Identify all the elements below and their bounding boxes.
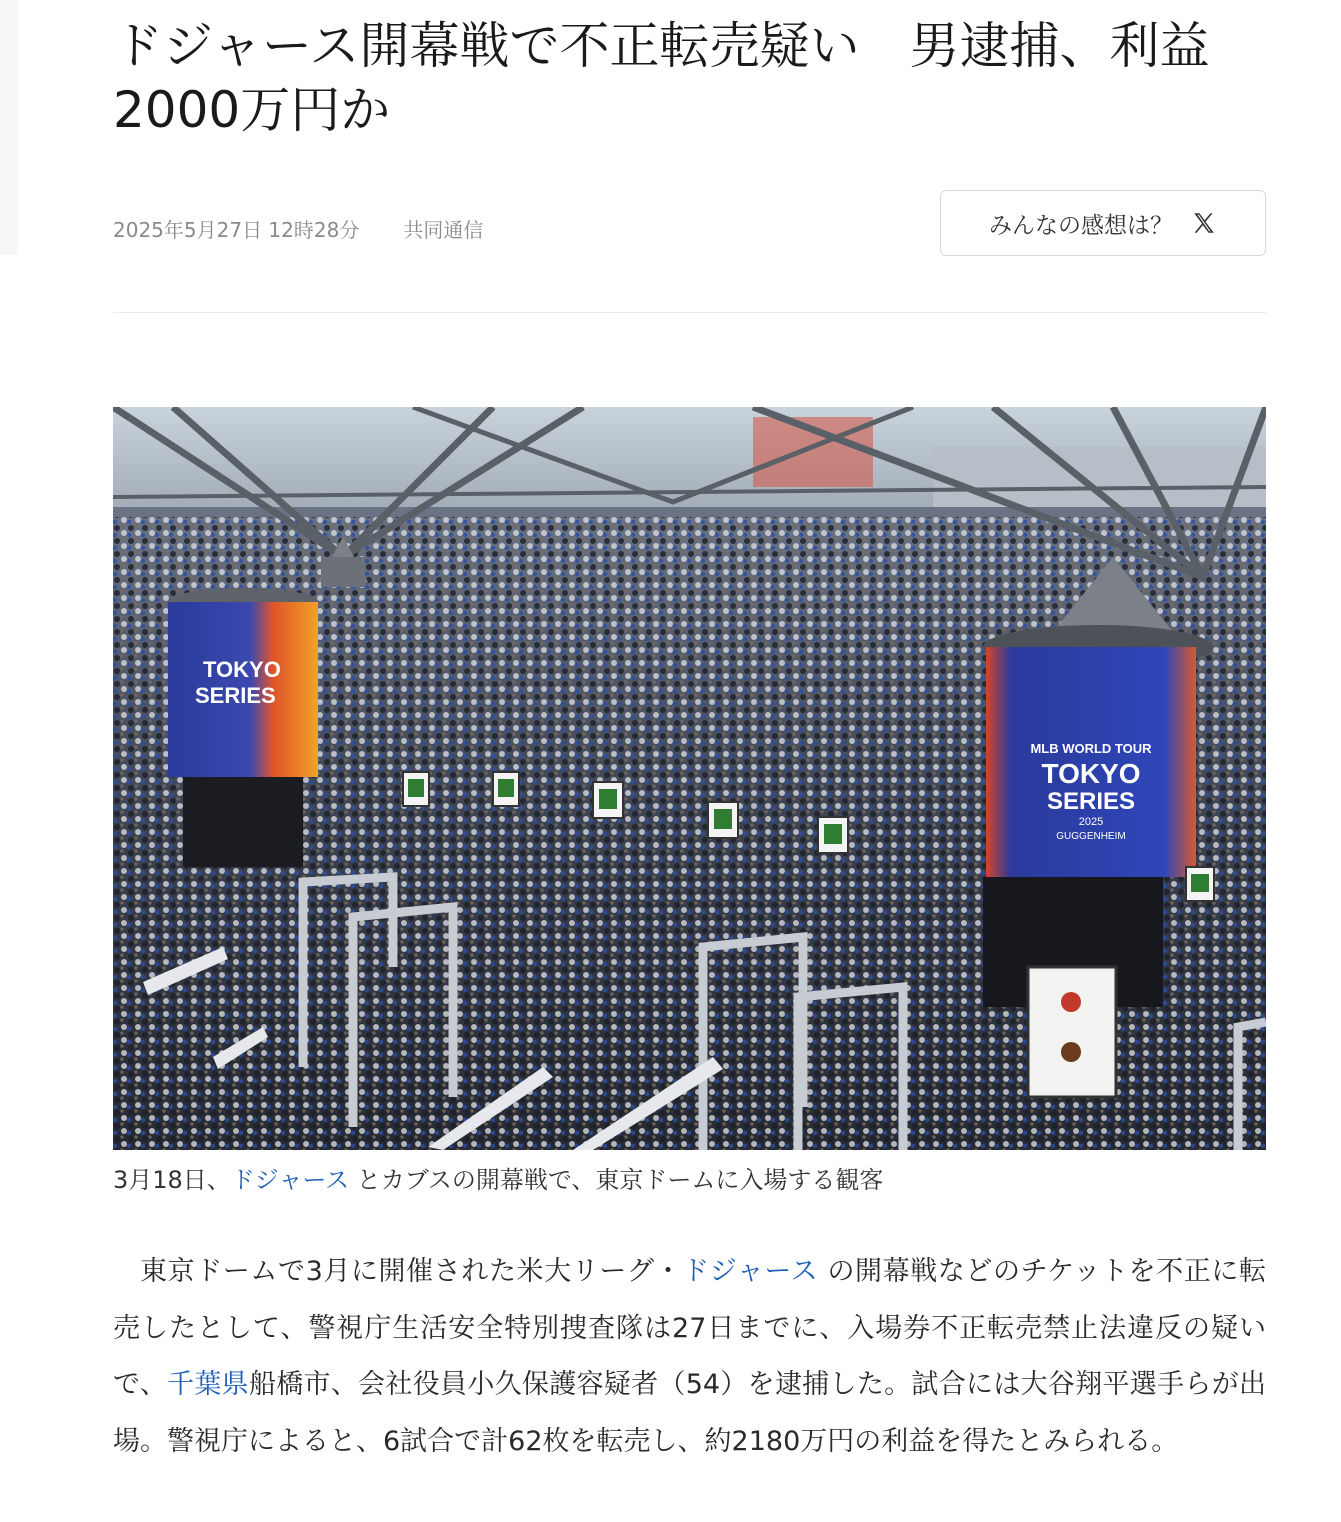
article-body-paragraph — [113, 1244, 1266, 1470]
photo-caption — [113, 1160, 883, 1195]
opinion-button-label: みんなの感想は？ — [989, 212, 1173, 239]
caption-text-after: とカブスの開幕戦で、東京ドームに入場する観客 — [356, 1166, 884, 1194]
caption-link-dodgers[interactable]: ドジャース — [230, 1166, 350, 1194]
photo-sign-year: 2025 — [1078, 816, 1104, 828]
photo-sign-line1: MLB WORLD TOUR — [1030, 741, 1152, 756]
photo-sign-line2: TOKYO — [1041, 758, 1141, 789]
photo-left-sign-line2: SERIES — [195, 683, 276, 708]
body-text-part3: 船橋市、会社役員小久保護容疑者（54）を逮捕した。試合には大谷翔平選手らが出場。警視庁によると、6試合で計62枚を転売し、約2180万円の利益を得たとみられる。 — [113, 1369, 1266, 1457]
publish-datetime: 2025年5月27日 12時28分 — [113, 218, 360, 242]
photo-sign-sponsor: GUGGENHEIM — [1056, 831, 1126, 842]
caption-text-before: 3月18日、 — [113, 1166, 231, 1194]
article-meta — [113, 214, 483, 243]
article-headline: ドジャース開幕戦で不正転売疑い 男逮捕、利益 2000万円か — [113, 17, 1210, 139]
body-link-dodgers[interactable]: ドジャース — [682, 1256, 819, 1287]
body-text-part2: の開幕戦などのチケットを不正に転売したとして、警視庁生活安全特別捜査隊は27日までに、入場券不正転売禁止法違反の疑いで、 — [113, 1256, 1266, 1400]
photo-left-sign-line1: TOKYO — [203, 657, 281, 682]
photo-sign-line3: SERIES — [1046, 788, 1136, 815]
body-link-chiba[interactable]: 千葉県 — [167, 1369, 249, 1400]
news-source: 共同通信 — [403, 218, 484, 242]
opinion-x-button[interactable] — [940, 190, 1266, 256]
article-photo — [113, 407, 1266, 1150]
body-text-part1: 東京ドームで3月に開催された米大リーグ・ — [140, 1256, 683, 1287]
page-edge — [0, 0, 18, 255]
header-divider — [113, 312, 1266, 313]
x-logo-icon — [1191, 210, 1217, 236]
